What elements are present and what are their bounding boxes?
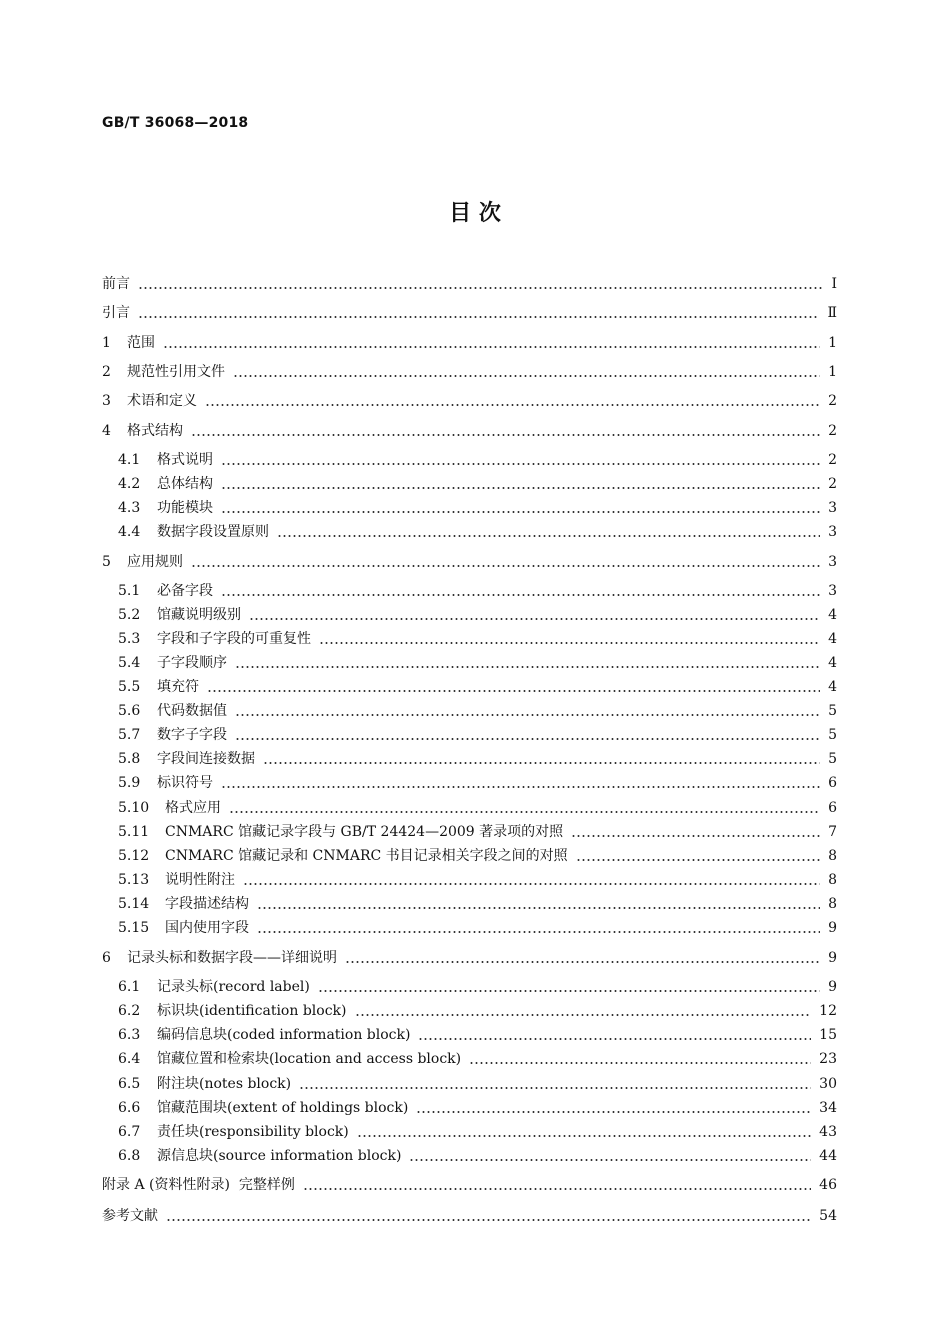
toc-entry-number: 4.2 xyxy=(118,476,141,492)
standard-code: GB/T 36068—2018 xyxy=(102,115,249,131)
toc-entry-label: 源信息块(source information block) xyxy=(157,1148,402,1164)
toc-entry-label: 字段和子字段的可重复性 xyxy=(157,631,311,647)
toc-entry-page: 15 xyxy=(819,1027,837,1043)
toc-entry-page: 46 xyxy=(819,1177,837,1193)
toc-entry-label: 馆藏范围块(extent of holdings block) xyxy=(157,1100,409,1116)
toc-entry xyxy=(102,362,837,382)
toc-entry-number: 5.4 xyxy=(118,655,141,671)
dot-leader xyxy=(355,1014,812,1016)
toc-entry xyxy=(118,725,837,745)
toc-entry-label: 填充符 xyxy=(157,679,199,695)
toc-entry-number: 5.3 xyxy=(118,631,141,647)
toc-entry xyxy=(118,498,837,518)
toc-entry-label: 记录头标(record label) xyxy=(157,979,310,995)
dot-leader xyxy=(207,690,820,692)
toc-entry-label: 代码数据值 xyxy=(157,703,227,719)
toc-entry-number: 4 xyxy=(102,423,111,439)
toc-entry-number: 5.5 xyxy=(118,679,141,695)
toc-entry xyxy=(118,977,837,997)
dot-leader xyxy=(166,1219,811,1221)
toc-entry xyxy=(118,918,837,938)
dot-leader xyxy=(205,404,820,406)
toc-entry-page: 9 xyxy=(828,920,837,936)
toc-entry-page: 8 xyxy=(828,872,837,888)
toc-entry-page: Ⅰ xyxy=(831,276,837,292)
dot-leader xyxy=(229,811,820,813)
toc-entry-number: 6.2 xyxy=(118,1003,141,1019)
toc-entry-number: 4.3 xyxy=(118,500,141,516)
dot-leader xyxy=(235,714,820,716)
toc-entry-label: 应用规则 xyxy=(127,554,183,570)
toc-entry-number: 6.4 xyxy=(118,1051,141,1067)
dot-leader xyxy=(235,666,820,668)
toc-entry-page: 9 xyxy=(828,950,837,966)
dot-leader xyxy=(221,511,820,513)
dot-leader xyxy=(257,931,820,933)
toc-entry-number: 5 xyxy=(102,554,111,570)
toc-entry-label: 引言 xyxy=(102,305,130,321)
toc-entry-label: 责任块(responsibility block) xyxy=(157,1124,349,1140)
toc-entry-number: 5.2 xyxy=(118,607,141,623)
toc-entry-label: 术语和定义 xyxy=(127,393,197,409)
toc-entry-label: 规范性引用文件 xyxy=(127,364,225,380)
toc-entry-label: 数据字段设置原则 xyxy=(157,524,269,540)
toc-entry-label: 参考文献 xyxy=(102,1208,158,1224)
toc-entry-label: 前言 xyxy=(102,276,130,292)
toc-entry-page: 1 xyxy=(828,335,837,351)
dot-leader xyxy=(303,1188,811,1190)
toc-entry-page: 6 xyxy=(828,775,837,791)
dot-leader xyxy=(249,618,820,620)
toc-entry-label: 字段间连接数据 xyxy=(157,751,255,767)
dot-leader xyxy=(221,786,820,788)
toc-entry xyxy=(102,333,837,353)
toc-entry xyxy=(118,1122,837,1142)
toc-entry-number: 5.9 xyxy=(118,775,141,791)
toc-entry-label: 子字段顺序 xyxy=(157,655,227,671)
toc-entry-number: 5.10 xyxy=(118,800,150,816)
toc-entry xyxy=(118,773,837,793)
toc-entry-page: 54 xyxy=(819,1208,837,1224)
toc-entry xyxy=(118,870,837,890)
toc-entry-page: 8 xyxy=(828,896,837,912)
toc-entry xyxy=(102,303,837,323)
toc-entry-page: 4 xyxy=(828,679,837,695)
toc-entry xyxy=(102,391,837,411)
toc-entry-page: Ⅱ xyxy=(827,305,837,321)
toc-entry-page: 5 xyxy=(828,703,837,719)
toc-entry-label: 附录 A (资料性附录) 完整样例 xyxy=(102,1177,295,1193)
toc-entry-label: 范围 xyxy=(127,335,155,351)
toc-entry xyxy=(102,421,837,441)
dot-leader xyxy=(191,565,820,567)
toc-entry-label: 馆藏位置和检索块(location and access block) xyxy=(157,1051,462,1067)
toc-entry-label: 格式说明 xyxy=(157,452,213,468)
toc-entry-page: 5 xyxy=(828,751,837,767)
toc-entry-number: 3 xyxy=(102,393,111,409)
toc-entry-page: 23 xyxy=(819,1051,837,1067)
toc-entry-label: 国内使用字段 xyxy=(165,920,249,936)
toc-entry-page: 2 xyxy=(828,393,837,409)
toc-entry-page: 4 xyxy=(828,655,837,671)
toc-entry-number: 4.1 xyxy=(118,452,141,468)
toc-entry-label: 编码信息块(coded information block) xyxy=(157,1027,411,1043)
toc-entry xyxy=(118,822,837,842)
toc-entry-label: 附注块(notes block) xyxy=(157,1076,292,1092)
dot-leader xyxy=(138,316,819,318)
toc-entry-page: 2 xyxy=(828,423,837,439)
dot-leader xyxy=(277,535,820,537)
dot-leader xyxy=(418,1038,811,1040)
toc-entry-page: 6 xyxy=(828,800,837,816)
toc-entry-page: 1 xyxy=(828,364,837,380)
toc-entry xyxy=(118,629,837,649)
toc-entry-label: 记录头标和数据字段——详细说明 xyxy=(127,950,337,966)
toc-entry-page: 12 xyxy=(819,1003,837,1019)
toc-entry-page: 3 xyxy=(828,583,837,599)
toc-entry-page: 2 xyxy=(828,476,837,492)
toc-entry-number: 6.5 xyxy=(118,1076,141,1092)
toc-entry-label: 标识块(identification block) xyxy=(157,1003,347,1019)
toc-entry-number: 5.15 xyxy=(118,920,150,936)
toc-entry-page: 5 xyxy=(828,727,837,743)
toc-entry xyxy=(118,1074,837,1094)
toc-entry-number: 4.4 xyxy=(118,524,141,540)
toc-entry-page: 34 xyxy=(819,1100,837,1116)
toc-entry-number: 5.12 xyxy=(118,848,150,864)
dot-leader xyxy=(138,287,823,289)
toc-entry xyxy=(118,1001,837,1021)
dot-leader xyxy=(299,1087,811,1089)
toc-entry-label: 功能模块 xyxy=(157,500,213,516)
toc-entry-number: 6.8 xyxy=(118,1148,141,1164)
toc-entry-number: 5.6 xyxy=(118,703,141,719)
toc-entry-label: CNMARC 馆藏记录字段与 GB/T 24424—2009 著录项的对照 xyxy=(165,824,564,840)
toc-entry xyxy=(118,798,837,818)
toc-entry-number: 6.1 xyxy=(118,979,141,995)
toc-entry xyxy=(118,522,837,542)
dot-leader xyxy=(357,1135,811,1137)
toc-entry-label: 字段描述结构 xyxy=(165,896,249,912)
toc-entry-label: 标识符号 xyxy=(157,775,213,791)
toc-entry xyxy=(118,1098,837,1118)
toc-entry xyxy=(118,677,837,697)
toc-entry-label: 格式应用 xyxy=(165,800,221,816)
dot-leader xyxy=(263,762,820,764)
toc-entry xyxy=(118,1025,837,1045)
toc-entry-page: 3 xyxy=(828,524,837,540)
dot-leader xyxy=(257,907,820,909)
toc-entry-page: 3 xyxy=(828,554,837,570)
toc-entry xyxy=(118,450,837,470)
toc-entry xyxy=(118,846,837,866)
toc-entry-page: 7 xyxy=(828,824,837,840)
toc-entry-number: 1 xyxy=(102,335,111,351)
toc-entry xyxy=(118,701,837,721)
dot-leader xyxy=(235,738,820,740)
toc-entry-number: 5.7 xyxy=(118,727,141,743)
toc-entry-number: 6.3 xyxy=(118,1027,141,1043)
toc-entry xyxy=(102,948,837,968)
dot-leader xyxy=(571,835,820,837)
toc-entry-label: 必备字段 xyxy=(157,583,213,599)
dot-leader xyxy=(416,1111,811,1113)
toc-entry-label: 格式结构 xyxy=(127,423,183,439)
toc-entry-page: 44 xyxy=(819,1148,837,1164)
toc-entry xyxy=(118,1049,837,1069)
toc-entry-page: 4 xyxy=(828,607,837,623)
toc-entry xyxy=(118,581,837,601)
toc-entry-number: 5.1 xyxy=(118,583,141,599)
dot-leader xyxy=(221,487,820,489)
dot-leader xyxy=(163,346,820,348)
toc-entry xyxy=(118,749,837,769)
toc-entry-number: 6.7 xyxy=(118,1124,141,1140)
toc-entry-page: 43 xyxy=(819,1124,837,1140)
toc-entry-label: 说明性附注 xyxy=(165,872,235,888)
dot-leader xyxy=(345,961,820,963)
toc-entry-page: 4 xyxy=(828,631,837,647)
toc-entry-page: 9 xyxy=(828,979,837,995)
dot-leader xyxy=(221,594,820,596)
toc-entry xyxy=(102,552,837,572)
toc-entry xyxy=(118,653,837,673)
toc-entry-label: 数字子字段 xyxy=(157,727,227,743)
toc-entry xyxy=(102,1206,837,1226)
dot-leader xyxy=(576,859,820,861)
toc-entry-number: 5.8 xyxy=(118,751,141,767)
toc-entry-label: 总体结构 xyxy=(157,476,213,492)
dot-leader xyxy=(409,1159,811,1161)
page-title: 目 次 xyxy=(449,201,501,226)
toc-entry-label: CNMARC 馆藏记录和 CNMARC 书目记录相关字段之间的对照 xyxy=(165,848,568,864)
toc-entry-page: 2 xyxy=(828,452,837,468)
dot-leader xyxy=(469,1062,811,1064)
toc-entry-number: 5.14 xyxy=(118,896,150,912)
toc-entry-number: 2 xyxy=(102,364,111,380)
toc-entry-number: 6 xyxy=(102,950,111,966)
dot-leader xyxy=(319,642,820,644)
dot-leader xyxy=(233,375,820,377)
dot-leader xyxy=(221,463,820,465)
dot-leader xyxy=(243,883,820,885)
toc-entry-number: 5.11 xyxy=(118,824,150,840)
toc-entry xyxy=(118,474,837,494)
toc-entry xyxy=(118,1146,837,1166)
toc-entry xyxy=(118,894,837,914)
toc-entry-number: 6.6 xyxy=(118,1100,141,1116)
toc-entry-number: 5.13 xyxy=(118,872,150,888)
toc-entry-page: 8 xyxy=(828,848,837,864)
toc-entry-page: 30 xyxy=(819,1076,837,1092)
dot-leader xyxy=(191,434,820,436)
toc-entry xyxy=(102,274,837,294)
dot-leader xyxy=(318,990,820,992)
toc-entry-label: 馆藏说明级别 xyxy=(157,607,241,623)
toc-entry xyxy=(102,1175,837,1195)
toc-entry-page: 3 xyxy=(828,500,837,516)
toc-entry xyxy=(118,605,837,625)
